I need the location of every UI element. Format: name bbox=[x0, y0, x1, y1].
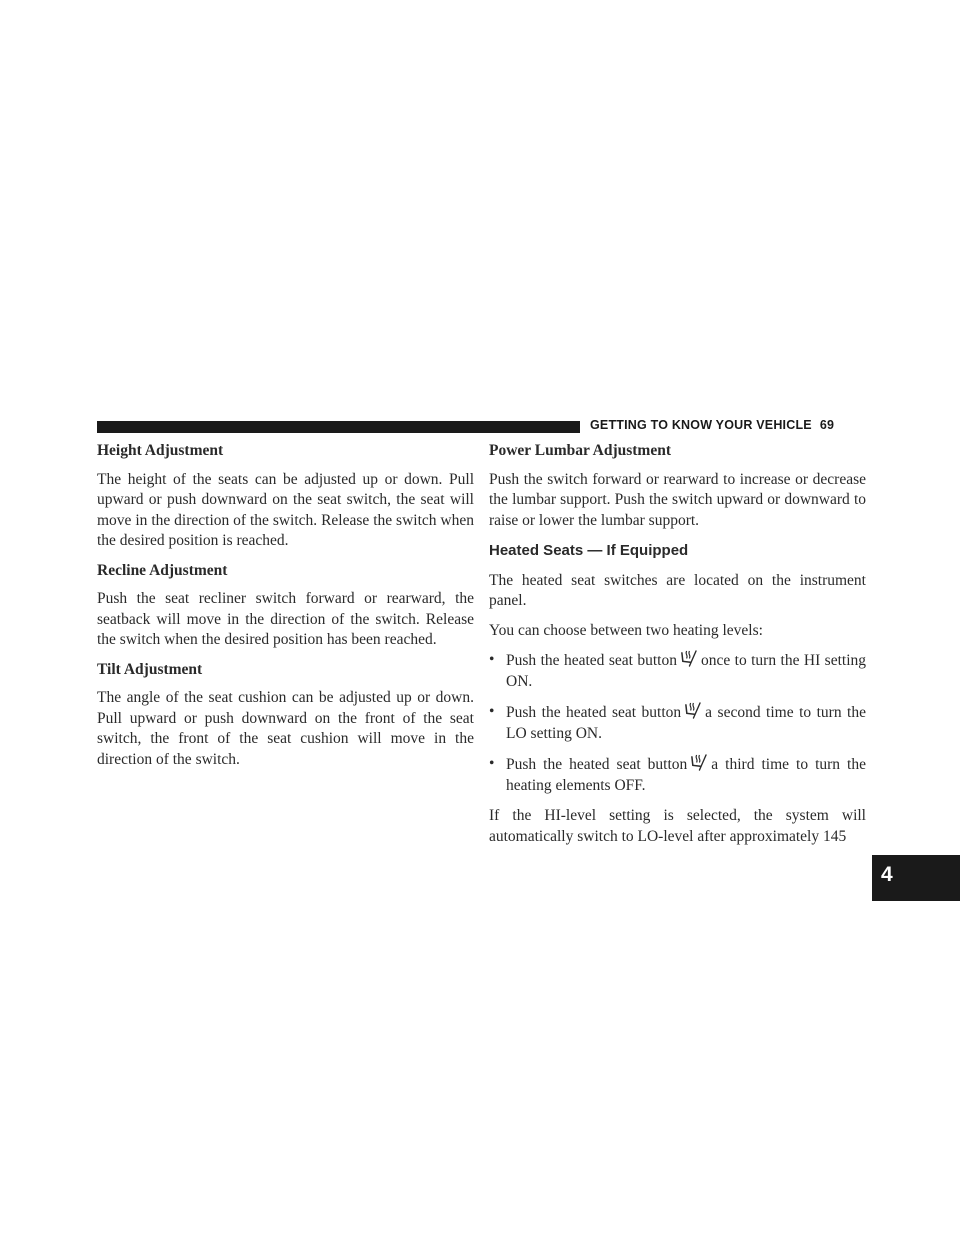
right-column bbox=[489, 441, 866, 856]
recline-adjustment-body: Push the seat recliner switch forward or rearward, the seatback will move in the direction of the switch. Release the switch when the desired position has been reached. bbox=[97, 590, 474, 648]
height-adjustment-body: The height of the seats can be adjusted up or down. Pull upward or push downward on the seat switch, the seat will move in the direction of the switch. Release the switch when the desired position is reached. bbox=[97, 470, 474, 549]
heating-steps-list bbox=[489, 650, 866, 796]
heated-seat-icon bbox=[679, 650, 698, 667]
header-rule bbox=[97, 421, 580, 433]
step-text-after: once to turn the HI setting ON. bbox=[506, 652, 866, 690]
section-title: GETTING TO KNOW YOUR VEHICLE bbox=[590, 418, 812, 432]
heated-seats-heading: Heated Seats — If Equipped bbox=[489, 542, 689, 559]
chapter-number: 4 bbox=[881, 863, 893, 886]
heating-levels-intro: You can choose between two heating levels: bbox=[489, 621, 763, 639]
list-item bbox=[489, 702, 866, 744]
power-lumbar-body: Push the switch forward or rearward to increase or decrease the lumbar support. Push the switch upward or downward to raise or lower the lumbar support. bbox=[489, 470, 866, 529]
tilt-adjustment-title: Tilt Adjustment bbox=[97, 660, 203, 678]
heated-seats-intro: The heated seat switches are located on the instrument panel. bbox=[489, 571, 866, 609]
recline-adjustment-title: Recline Adjustment bbox=[97, 561, 228, 579]
chapter-tab bbox=[872, 855, 960, 901]
bullet-dot: • bbox=[489, 703, 495, 720]
list-item bbox=[489, 754, 866, 796]
tilt-adjustment-body: The angle of the seat cushion can be adjusted up or down. Pull upward or push downward on the front of the seat switch, the front of the seat cushion will move in the direction of the switch. bbox=[97, 689, 474, 768]
height-adjustment-title: Height Adjustment bbox=[97, 442, 224, 459]
step-text-after: a third time to turn the heating elements OFF. bbox=[506, 756, 866, 794]
bullet-dot: • bbox=[489, 755, 495, 772]
power-lumbar-title: Power Lumbar Adjustment bbox=[489, 442, 671, 459]
step-text-after: a second time to turn the LO setting ON. bbox=[506, 704, 866, 742]
list-item bbox=[489, 650, 866, 692]
running-header bbox=[590, 418, 834, 432]
page-number: 69 bbox=[819, 418, 835, 432]
step-text-before: Push the heated seat button bbox=[506, 652, 677, 669]
heated-seat-icon bbox=[683, 702, 702, 719]
bullet-dot: • bbox=[489, 651, 495, 668]
step-text-before: Push the heated seat button bbox=[506, 756, 688, 773]
hi-level-note: If the HI-level setting is selected, the system will automatically switch to LO-level after approximately 145 bbox=[489, 807, 866, 845]
left-column bbox=[97, 441, 474, 779]
heated-seat-icon bbox=[689, 754, 708, 771]
step-text-before: Push the heated seat button bbox=[506, 704, 682, 721]
